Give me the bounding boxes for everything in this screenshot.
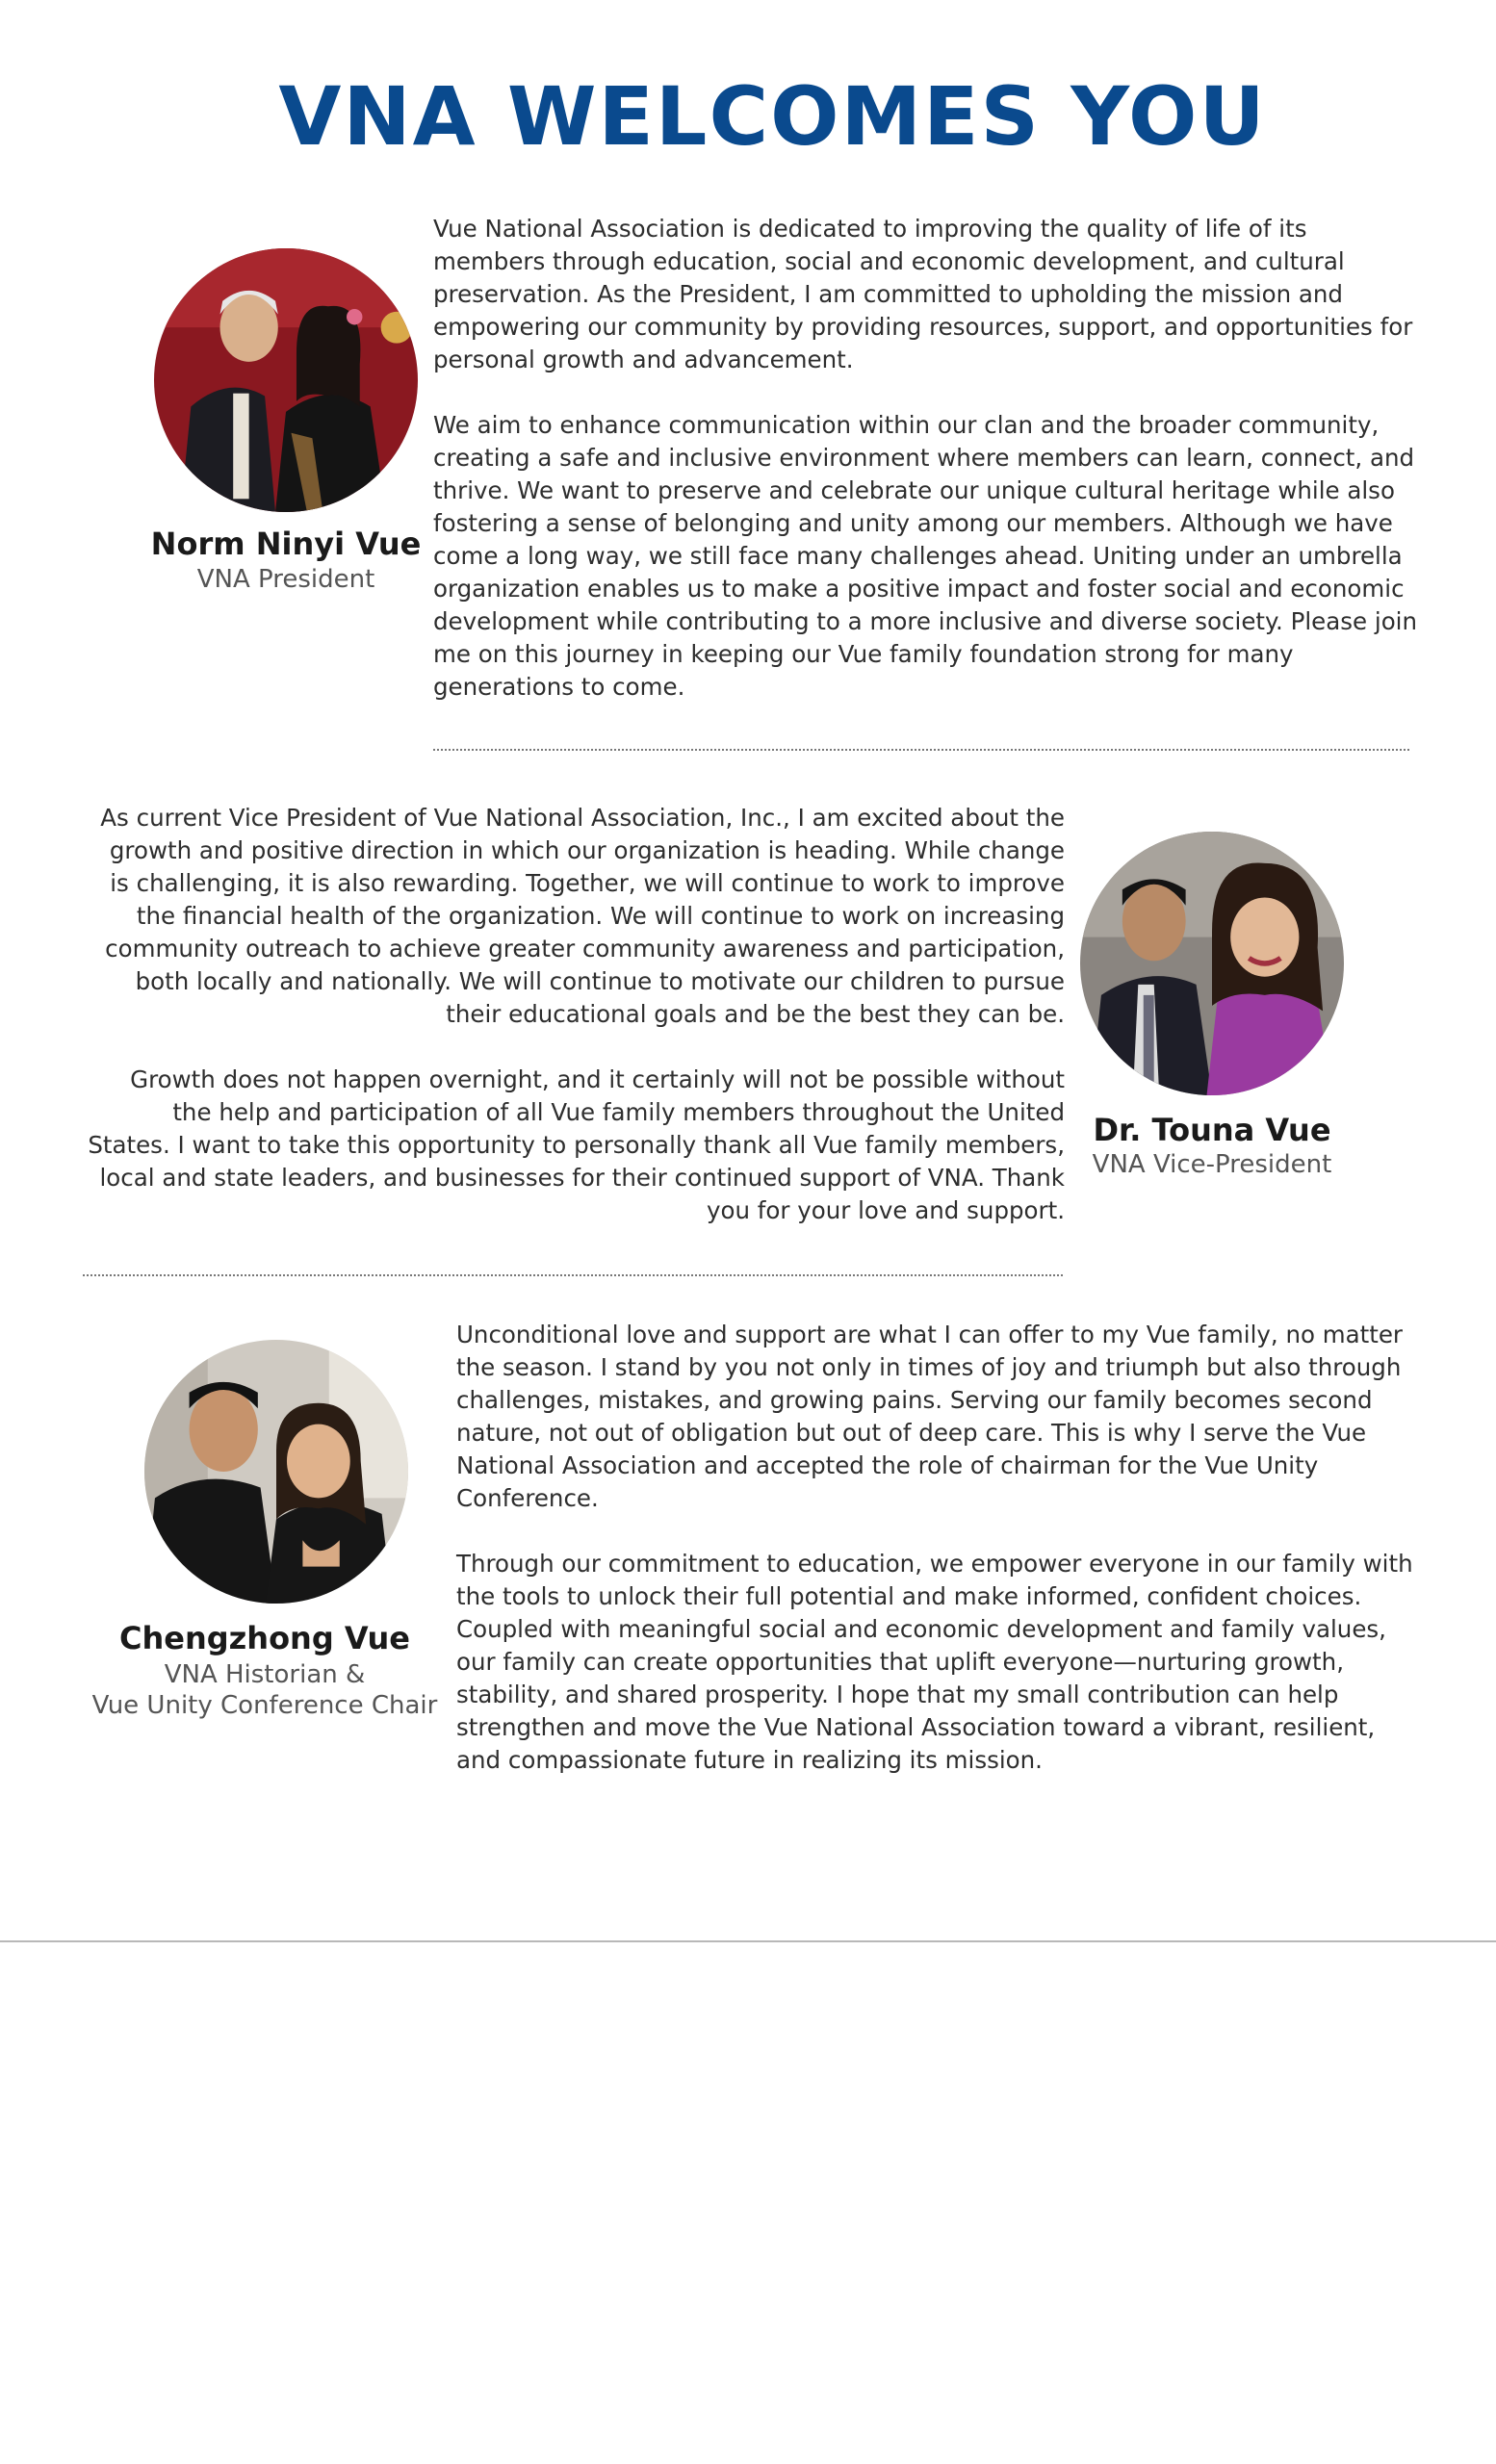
president-name: Norm Ninyi Vue	[150, 526, 422, 562]
divider-2	[83, 1274, 1063, 1276]
vice-president-photo	[1080, 832, 1344, 1095]
president-paragraph-1: Vue National Association is dedicated to improving the quality of life of its members through education, social and economic development, and cultural preservation. As the President, I am committed to upholding the mission and empowering our community by providing resources, support, and opportunities for personal growth and advancement.	[433, 215, 1413, 373]
historian-role-line-1: VNA Historian &	[164, 1660, 366, 1689]
historian-paragraph-1: Unconditional love and support are what I can offer to my Vue family, no matter the season. I stand by you not only in times of joy and triumph but also through challenges, mistakes, and growing pains. Serving our family becomes second nature, not out of obligation but out of deep care. This is why I serve the Vue National Association and accepted the role of chairman for the Vue Unity Conference.	[456, 1321, 1403, 1512]
vice-president-role: VNA Vice-President	[1092, 1150, 1332, 1179]
historian-name: Chengzhong Vue	[119, 1620, 410, 1656]
vice-president-paragraph-1: As current Vice President of Vue National Association, Inc., I am excited about the growth and positive direction in which our organization is heading. While change is challenging, it is also rewarding. Together, we will continue to work to improve the financial health of the organization. We will continue to work on increasing community outreach to achieve greater community awareness and participation, both locally and nationally. We will continue to motivate our children to pursue their educational goals and be the best they can be.	[100, 804, 1065, 1028]
president-photo	[154, 248, 418, 512]
divider-1	[433, 749, 1409, 751]
historian-message	[456, 1319, 1427, 1777]
vice-president-paragraph-2: Growth does not happen overnight, and it certainly will not be possible without the help and participation of all Vue family members throughout the United States. I want to take this opportunity to personally thank all Vue family members, local and state leaders, and businesses for their continued support of VNA. Thank you for your love and support.	[88, 1065, 1065, 1224]
vice-president-name: Dr. Touna Vue	[1093, 1112, 1331, 1148]
president-message	[433, 213, 1419, 704]
page-title: VNA WELCOMES YOU	[278, 69, 1267, 164]
page-bottom-rule	[0, 1940, 1496, 1942]
president-role: VNA President	[196, 565, 375, 594]
president-paragraph-2: We aim to enhance communication within our clan and the broader community, creating a safe and inclusive environment where members can learn, connect, and thrive. We want to preserve and celebrate our unique cultural heritage while also fostering a sense of belonging and unity among our members. Although we have come a long way, we still face many challenges ahead. Uniting under an umbrella organization enables us to make a positive impact and foster social and economic development while contributing to a more inclusive and diverse society. Please join me on this journey in keeping our Vue family foundation strong for many generations to come.	[433, 411, 1418, 701]
vice-president-message	[87, 802, 1065, 1227]
historian-role-line-2: Vue Unity Conference Chair	[91, 1691, 438, 1720]
historian-photo	[144, 1340, 408, 1604]
historian-paragraph-2: Through our commitment to education, we empower everyone in our family with the tools to unlock their full potential and make informed, confident choices. Coupled with meaningful social and economic development and family values, our family can create opportunities that uplift everyone—nurturing growth, stability, and shared prosperity. I hope that my small contribution can help strengthen and move the Vue National Association toward a vibrant, resilient, and compassionate future in realizing its mission.	[456, 1550, 1413, 1774]
